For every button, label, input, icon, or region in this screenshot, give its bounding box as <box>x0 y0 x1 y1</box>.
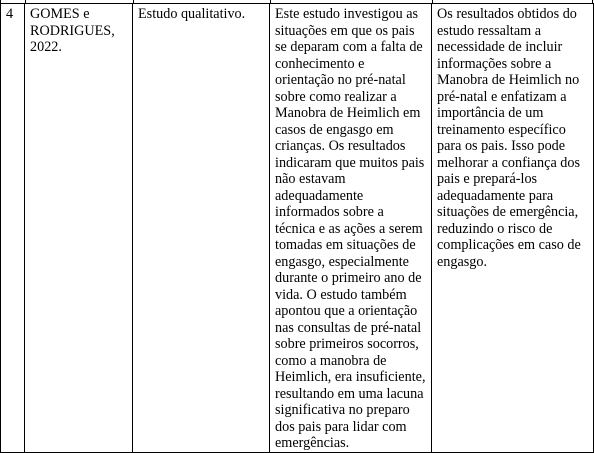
table-row <box>1 4 594 453</box>
author-cell: GOMES e RODRIGUES, 2022. <box>25 4 133 453</box>
method-cell: Estudo qualitativo. <box>133 4 270 453</box>
results-cell: Este estudo investigou as situações em que os pais se deparam com a falta de conhecimento e orientação no pré-natal sobre como realizar a Manobra de Heimlich em casos de engasgo em crianças. Os resultados indicaram que muitos pais não estavam adequadamente informados sobre a técnica e as ações a serem tomadas em situações de engasgo, especialmente durante o primeiro ano de vida. O estudo também apontou que a orientação nas consultas de pré-natal sobre primeiros socorros, como a manobra de Heimlich, era insuficiente, resultando em uma lacuna significativa no preparo dos pais para lidar com emergências. <box>270 4 432 453</box>
studies-table <box>0 3 594 453</box>
conclusion-cell: Os resultados obtidos do estudo ressaltam a necessidade de incluir informações sobre a Manobra de Heimlich no pré-natal e enfatizam a importância de um treinamento específico para os pais. Isso pode melhorar a confiança dos pais e prepará-los adequadamente para situações de emergência, reduzindo o risco de complicações em caso de engasgo. <box>432 4 594 453</box>
row-number-cell: 4 <box>1 4 25 453</box>
